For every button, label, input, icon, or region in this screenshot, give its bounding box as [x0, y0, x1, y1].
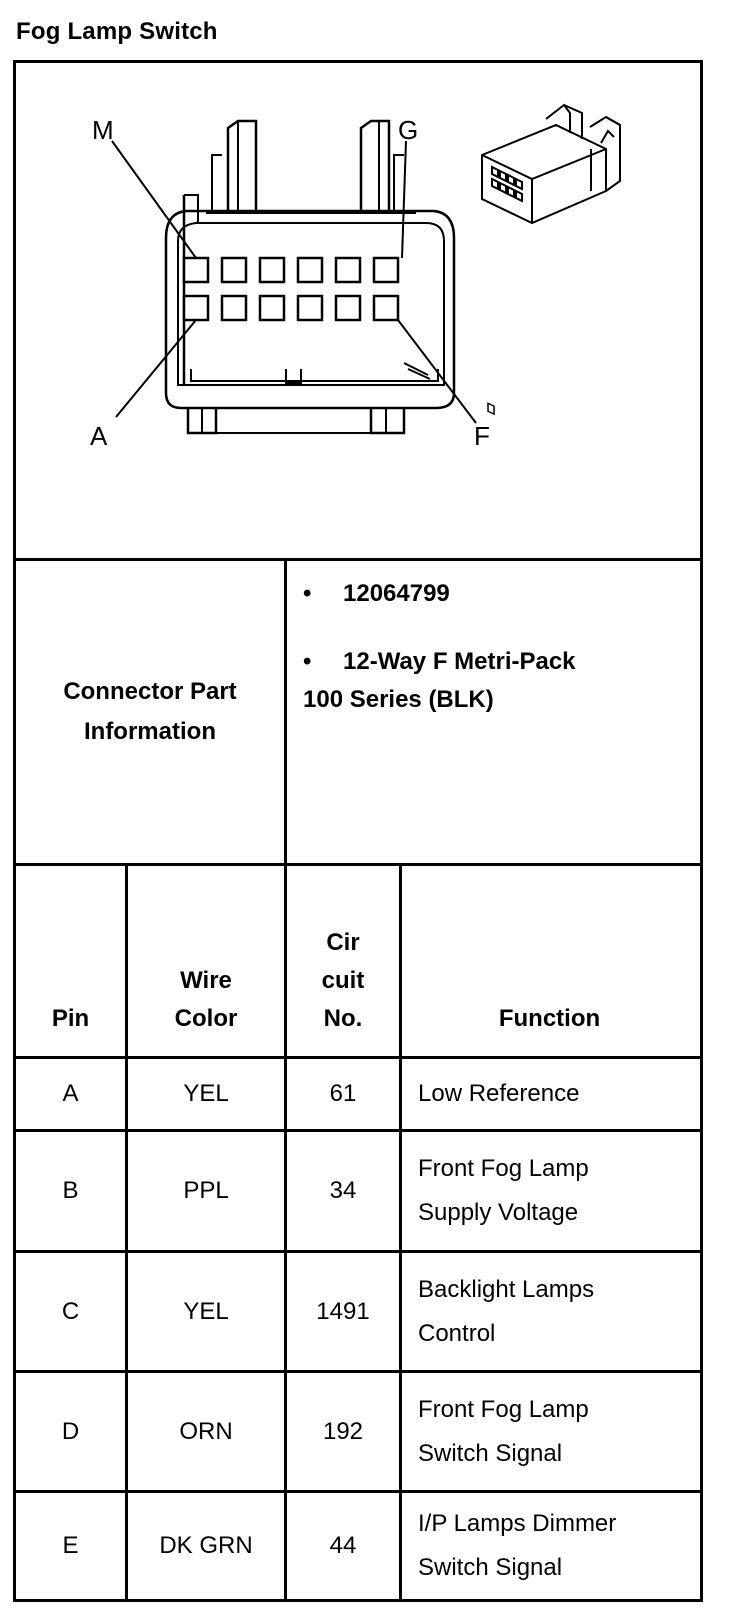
- cell-pin: B: [62, 1177, 79, 1204]
- cell-circuit: 61: [329, 1080, 357, 1107]
- header-text: Cir: [326, 929, 360, 956]
- cell-wire-color: YEL: [183, 1297, 229, 1325]
- header-text: Wire: [180, 967, 232, 994]
- pin-label-a: A: [90, 421, 108, 451]
- foot-right: [371, 408, 404, 433]
- cell-function: [402, 1493, 697, 1599]
- function-line: Front Fog Lamp: [418, 1155, 589, 1182]
- cell-pin: C: [61, 1297, 80, 1325]
- cell-function: [402, 1132, 697, 1250]
- header-text: Color: [174, 1005, 238, 1032]
- pin-label-f: F: [474, 421, 490, 451]
- connector-part-label-line: Connector Part: [63, 678, 237, 705]
- cell-wire-color: PPL: [183, 1177, 229, 1204]
- cell-function: [402, 1059, 697, 1129]
- connector-isometric-view: [482, 105, 620, 414]
- bullet: •: [303, 648, 312, 675]
- cell-pin: D: [61, 1417, 80, 1445]
- pin-label-g: G: [398, 115, 419, 145]
- latch-left-side: [212, 155, 222, 213]
- cell-function: [402, 1253, 697, 1370]
- cell-pin: E: [62, 1532, 79, 1559]
- column-header-wire-color: [128, 866, 284, 1056]
- latch-left-shape: [228, 121, 256, 213]
- part-number: 12064799: [343, 580, 450, 607]
- cell-wire-color: DK GRN: [159, 1532, 253, 1559]
- latch-right-shape: [361, 121, 389, 213]
- function-line: I/P Lamps Dimmer: [418, 1510, 617, 1537]
- header-text: Pin: [51, 1005, 90, 1032]
- connector-diagram: [16, 63, 700, 558]
- pin-label-m: M: [92, 115, 114, 145]
- header-text: cuit: [321, 967, 365, 994]
- function-line: Backlight Lamps: [418, 1275, 595, 1303]
- part-number-item: [303, 575, 693, 613]
- terminal-cavities: [184, 258, 398, 320]
- connector-part-information-label: [16, 561, 284, 863]
- function-line: Supply Voltage: [418, 1199, 579, 1226]
- column-header-circuit-number: [287, 866, 399, 1056]
- cell-circuit: 34: [329, 1177, 357, 1204]
- cell-wire-color: ORN: [179, 1417, 233, 1445]
- header-text: Function: [498, 1005, 601, 1032]
- bullet: •: [303, 580, 312, 607]
- housing-left-tab: [184, 195, 198, 223]
- header-text: No.: [323, 1005, 363, 1032]
- connector-part-label-line: Information: [83, 718, 216, 745]
- cell-circuit: 44: [329, 1532, 357, 1559]
- cell-pin: A: [62, 1080, 79, 1107]
- leader-line-g: [402, 141, 406, 258]
- cell-wire-color: YEL: [183, 1080, 229, 1107]
- cell-function: [402, 1373, 697, 1490]
- function-line: Low Reference: [418, 1080, 580, 1107]
- function-line: Switch Signal: [418, 1439, 563, 1467]
- function-line: Control: [418, 1319, 496, 1347]
- connector-description-item: [303, 643, 693, 719]
- page-title: Fog Lamp Switch: [16, 18, 218, 45]
- cell-circuit: 192: [322, 1417, 364, 1445]
- cell-circuit: 1491: [316, 1297, 370, 1325]
- column-header-function: [402, 866, 697, 1056]
- function-line: Front Fog Lamp: [418, 1395, 589, 1423]
- lower-flange: [191, 369, 438, 381]
- column-header-pin: [16, 866, 125, 1056]
- description-line: 100 Series (BLK): [303, 686, 494, 713]
- function-line: Switch Signal: [418, 1554, 563, 1581]
- connector-face-drawing: [16, 63, 700, 558]
- latch-right-side: [394, 155, 404, 213]
- description-line: 12-Way F Metri-Pack: [343, 648, 576, 675]
